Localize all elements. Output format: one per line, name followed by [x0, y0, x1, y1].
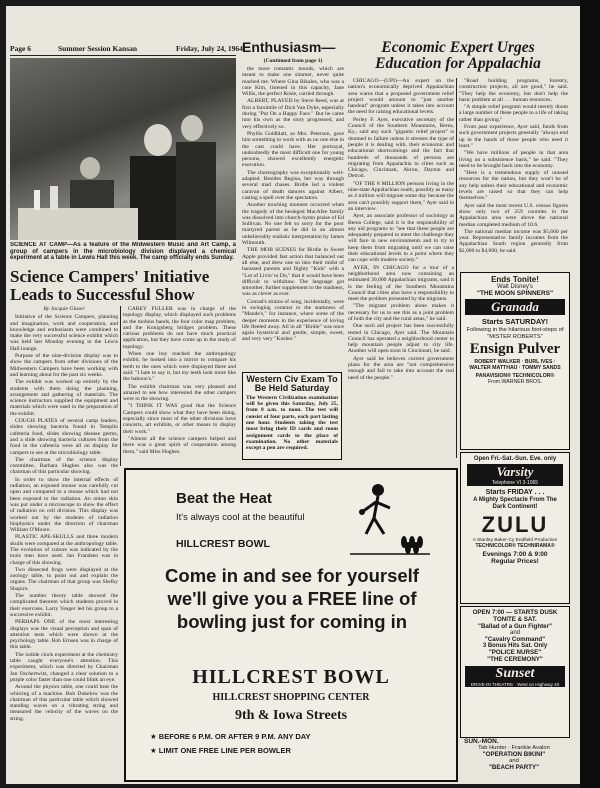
varsity-starts: Starts FRIDAY . . .	[485, 489, 545, 496]
byline: By Jacquie Glaser	[43, 306, 85, 312]
varsity-ad	[460, 452, 570, 604]
science-story-col-2	[123, 306, 236, 466]
sunmon-days: SUN.-MON.	[464, 738, 499, 745]
economic-headline: Economic Expert Urges Education for Appalachia	[375, 39, 541, 73]
economic-paragraph: Ayer said he believes current government plans for the area are "not comprehensive enough and fail to take into account the real need of the people."	[348, 355, 454, 381]
sunset-feature-4: "THE CEREMONY"	[487, 656, 543, 663]
sunmon-feature-1: "OPERATION BIKINI"	[482, 751, 546, 758]
sunset-logo: Sunset	[465, 666, 565, 682]
varsity-blurb: A Mighty Spectacle From The Dark Continent!	[473, 497, 557, 510]
varsity-phone: Telephone VI 3-1065	[467, 480, 563, 486]
economic-paragraph: The national median income was $5,660 per year. Representative family incomes from the Appalachian South region generally from $2,000 to $4,000, he said.	[459, 228, 568, 254]
enthusiasm-story	[242, 66, 344, 368]
hillcrest-name: HILLCREST BOWL	[192, 666, 390, 688]
economic-paragraph: CHICAGO—(UPI)—An expert on the nation's economically deprived Appalachian area warns that a proposed government relief project would amount to "just another handout" program unless it takes into account the need for raising educational levels.	[348, 78, 454, 116]
science-paragraph: The exhibit chairman was very pleased and amazed to see how interested the other campers were in the showing.	[123, 383, 236, 403]
varsity-feature: ZULU	[481, 512, 549, 537]
science-paragraph: The iodide clock experiment at the chemistry table caught everyone's attention. This experiment, which was directed by Chairman Jan Oschertwitz, changed a clear solution to a purple color faster than one could blink an eye.	[10, 651, 118, 683]
sunset-tonite: TONITE & SAT.	[493, 616, 537, 623]
sunset-ad	[460, 606, 570, 738]
science-paragraph: The number theory table showed the complicated theorem which students proved in their exercises. Larry Yeager led his group to a successive exhibit.	[10, 593, 118, 618]
sunmon-cast: Tab Hunter · Frankie Avalon	[478, 745, 550, 751]
science-paragraph: CAREY FULLER was in charge of the topology display, which displayed such problems as the mobius bands, the four color map problem, and the Konigsberg bridges problem. These curious problems do not have much practical application, but they have come up in the study of topology.	[123, 306, 236, 350]
sunset-feature-3: "POLICE NURSE"	[488, 649, 542, 656]
issue-date: Friday, July 24, 1964	[176, 44, 243, 53]
science-paragraph: The exhibit was worked up entirely by the students with them doing the planning, arrangement and gathering of materials. The science instructors supplied the equipment and materials which were used in the preparation of the exhibit.	[10, 379, 118, 417]
newspaper-page	[6, 6, 580, 784]
science-paragraph: COUGH PLATES of several camp leaders, slides showing bacteria found in Templin cafeteria food, slides showing disease germs, and a slide showing bacteria cultures from the food in the cafeteria were all on display for campers to see at the microbiology table.	[10, 418, 118, 456]
sunset-bonus: 3 Bonus Hits Sat. Only	[482, 643, 548, 649]
science-camp-photo	[10, 58, 236, 240]
economic-paragraph: Perley F. Ayer, executive secretary of the Council of the Southern Mountains, Berea, Ky., said any such "gigantic relief project" is doomed to failure unless it stresses the type of people it is dealing with, their economic and educational shortcomings and the fact that hundreds of thousands of persons are migrating from Appalachia to cities such as Chicago, Cincinnati, Akron, Dayton and Detroit.	[348, 116, 454, 180]
economic-paragraph: "The migrant problem alone makes it necessary for us to see this as a joint problem of both the city and the rural areas," he said.	[348, 303, 454, 322]
photo-caption-text: —As a feature of the Midwestern Music and Art Camp, a group of campers in the microbiology division displayed a chemical experiment at a table in Lewis Hall this week. The camp officially ends Sunday.	[10, 242, 236, 262]
varsity-credit: A Stanley Baker-Cy Endfield Production	[472, 538, 558, 543]
sunmon-and: and	[509, 758, 519, 764]
varsity-days: Open Fri.-Sat.-Sun. Eve. only	[473, 456, 557, 462]
hillcrest-cool: It's always cool at the beautiful	[176, 512, 305, 523]
economic-paragraph: Ayer said the most recent U.S. census figures show only two of 259 counties in the Appalachian area were above the national median completed medium of 10.6.	[459, 202, 568, 228]
granada-logo: Granada	[465, 299, 565, 315]
hillcrest-name-top: HILLCREST BOWL	[176, 538, 270, 550]
science-paragraph: PLASTIC APE-SKULLS and three modern skulls were compared at the anthropology table. The evolution of culture was indicated by the tools men have used. Jan Frandsen was in charge of this showing.	[10, 534, 118, 566]
enthusiasm-paragraph: ALBERT, PLAYED by Steve Reed, was at first a facsimile of Dick Van Dyke, especially during "Put On a Happy Face." But he came into his own as the story progressed, and very effectively so.	[242, 98, 344, 130]
sunmon-feature-2: "BEACH PARTY"	[488, 764, 540, 771]
hillcrest-rule-1: ★ BEFORE 6 P.M. OR AFTER 9 P.M. ANY DAY	[150, 732, 311, 741]
column-rule	[456, 78, 457, 458]
paper-name: Summer Session Kansan	[58, 44, 138, 53]
continued-note: (Continued from page 1)	[263, 58, 323, 64]
hillcrest-bowl-ad	[124, 468, 458, 782]
hillcrest-address: 9th & Iowa Streets	[234, 708, 348, 723]
granada-ends: Ends Tonite!	[491, 275, 539, 284]
sunset-location: DRIVE-IN THEATRE · West on Highway 40	[465, 682, 565, 687]
economic-paragraph: From past experience, Ayer said, funds from such government projects generally "always end up in the hands of those people who need it least."	[459, 124, 568, 149]
economic-col-2	[459, 78, 568, 270]
page-edge-shadow	[580, 0, 600, 788]
varsity-format: TECHNICOLOR® TECHNIRAMA®	[475, 543, 555, 549]
photo-caption-lead: SCIENCE AT CAMP	[10, 242, 67, 248]
exam-notice-box	[242, 372, 342, 460]
granada-footer: From WARNER BROS.	[488, 379, 542, 385]
science-paragraph: Purpose of the nine-division display was to show the campers from other divisions of the Midwestern Campers have been working with and learning about for the past six weeks.	[10, 353, 118, 378]
varsity-times: Evenings 7:00 & 9:00	[482, 551, 548, 558]
granada-ad	[460, 272, 570, 450]
exam-headline: Western Civ Exam To Be Held Saturday	[246, 374, 338, 394]
varsity-logo: Varsity	[467, 464, 563, 480]
exam-text: The Western Civilization examination will be given this Saturday, July 25, from 8 a.m. to noon. The test will consist of four parts, each part lasting one hour. Students taking the test must bring their ID cards and room assignment cards to the place of examination. No other materials except a pen are required.	[246, 394, 338, 452]
photo-caption	[10, 242, 236, 262]
economic-paragraph: "We have millions of people in that area living on a subsistence basis," he said. "They need to be brought back into the economy.	[459, 150, 568, 169]
economic-paragraph: "A simple relief program would merely doom a large number of these people to a life of taking rather than giving."	[459, 104, 568, 123]
granada-studio: Walt Disney's	[497, 284, 533, 290]
granada-feature: Ensign Pulver	[469, 341, 561, 357]
economic-paragraph: "Here is a tremendous supply of unused resources for the nation, but they won't be of any help unless their educational and economic levels are raised so that they can help themselves."	[459, 170, 568, 202]
sunset-feature-2: "Cavalry Command"	[484, 636, 546, 643]
enthusiasm-paragraph: the more romantic moods, which are meant to make one simmer, never quite reached me. Where Gina Bikales, who was a cute Kim, listened in this capacity, Jane Willis, the perfect Rosie, carried through.	[242, 66, 344, 98]
science-paragraph: Two dissected frogs were displayed at the zoology table, to point out and explain the organs. The chairman of that group was Shelby Shapiro.	[10, 566, 118, 592]
science-headline: Science Campers' Initiative Leads to Successful Show	[10, 267, 210, 304]
masthead-rule	[10, 55, 236, 56]
enthusiasm-paragraph: Conrad's strains of song, incidentally, were in swinging contrast to the starkness of "Maude's," for instance, where some of the deeper moments in the experience of loving life fleeted away. All in all "Birdie" was once again hysterical and gentle, simple, sweet, and very very "Kosher."	[242, 298, 344, 343]
column-rule	[120, 306, 121, 466]
economic-paragraph: Ayer, an associate professor of sociology at Berea College, said it is the responsibility of any aid programs to "see that these people are adequately prepared to meet the challenge they will face in new environments and to try to keep them from migrating until we can raise their educational levels to a point where they can cope with modern society."	[348, 213, 454, 264]
hillcrest-beat-heat: Beat the Heat	[176, 490, 272, 507]
economic-paragraph: "Road building programs, forestry, construction projects, all are good," he said. "They help the economy, but don't help the basic problem at all . . . human resources.	[459, 78, 568, 103]
granada-moon-spinners: "THE MOON SPINNERS"	[476, 290, 554, 297]
science-paragraph: When one boy reached the anthropology exhibit, he looked into a mirror to compare his teeth to the ones which were displayed there and said: "I hate to say it, but my teeth look more like the baboon's."	[123, 351, 236, 383]
hillcrest-offer: Come in and see for yourself we'll give you a FREE line of bowling just for coming in	[165, 565, 419, 632]
bowler-illustration-icon	[344, 478, 434, 558]
granada-blurb: Following in the hilarious foot-steps of "MISTER ROBERTS"	[466, 327, 564, 340]
science-paragraph: Around the physics table, one could hear the whirring of a machine. Bob Dukelow was the chairman of this particular table which showed standing waves on a vibrating string and measured the velocity of the waves on the string.	[10, 684, 118, 722]
sunset-and: and	[509, 630, 520, 636]
sun-mon-ad	[460, 738, 568, 771]
sunset-open: OPEN 7:00 — STARTS DUSK	[472, 609, 558, 616]
enthusiasm-paragraph: The choreography was exceptionally well-adapted. Besides Regina, her way through several mad chases. Birdie led a violent caravan of death dancers against Albert, casting a spell over the spectators.	[242, 169, 344, 201]
page-number: Page 6	[10, 44, 32, 53]
economic-col-1	[348, 78, 454, 458]
science-paragraph: Initiative of the Science Campers, planning and imagination, work and cooperation, and knowledge and enthusiasm were combined to make the very successful science exhibit which was held last Monday evening in the Lewis Hall lounge.	[10, 314, 118, 352]
science-paragraph: In order to show the internal effects of radiation, an exposed mouse was carefully cut open and compared to a mouse which had not been exposed to the radiation. An onion skin was put under a microscope to show the effect of radiation on cell division. This display was worked out by the students of radiation biophysics under the direction of chairman William O'Moore.	[10, 476, 118, 534]
varsity-prices: Regular Prices!	[491, 558, 539, 565]
enthusiasm-headline: Enthusiasm—	[242, 39, 336, 55]
science-story-col-1	[10, 306, 118, 784]
economic-paragraph: AYER, IN CHICAGO for a tour of a neighborhood area now containing an estimated 30,000 Appalachian migrants, said it is the feeling of the Southern Mountains Council that cities also have a responsibility to meet the problem presented by the migrants.	[348, 264, 454, 303]
science-paragraph: PERHAPS ONE of the most interesting displays was the visual perception and span of attention tests which were shown at the psychology table. Bob Ernsen was in charge of this table.	[10, 619, 118, 651]
enthusiasm-paragraph: Another touching moment occurred when the tragedy of the besieged MacAfee family was dissolved into church-hymn praise of Ed Sullivan. No one felt so sorry for the poor martyred parent as he did in an almost unbelievably realistic interpretation by James Wilmouth.	[242, 202, 344, 247]
sunset-feature-1: "Ballad of a Gun Fighter"	[478, 623, 552, 630]
economic-paragraph: One such aid project has been successfully tested in Chicago, Ayer said. The Mountain Council has operated a neighborhood center to help mountain people adjust to city life. Another will open soon in Cincinnati, he said.	[348, 323, 454, 355]
granada-starts: Starts SATURDAY!	[481, 317, 549, 326]
science-paragraph: "Almost all the science campers helped and there was a great spirit of cooperation among them," said Miss Hughes.	[123, 435, 236, 455]
hillcrest-rule-2: ★ LIMIT ONE FREE LINE PER BOWLER	[150, 746, 291, 755]
granada-format: PANAVISION® TECHNICOLOR®	[475, 373, 555, 379]
science-paragraph: "I THINK IT WAS good that the Science Campers could show what they have been doing, especially since most of the other divisions have concerts, art exhibits, or other means to display their work."	[123, 403, 236, 435]
hillcrest-center: HILLCREST SHOPPING CENTER	[212, 692, 370, 703]
granada-cast: ROBERT WALKER · BURL IVES · WALTER MATTHAU · TOMMY SANDS	[469, 359, 561, 371]
enthusiasm-paragraph: THE MOB SCENES for Birdie in Sweet Apple provided fast action that balanced out all else, and drew one so into their midst of harassed parents and flighty "Kids" with a "Lot of Livin' to Do," that it would have been difficult to withdraw. The language got smoother, further supplement to the madness, was as clever as ever.	[242, 247, 344, 298]
photo-figures	[10, 58, 236, 240]
science-paragraph: The chairman of the science display committee, Barbara Hughes also was the chairman of this particular showing.	[10, 456, 118, 476]
enthusiasm-paragraph: Phyllis Goldblatt, as Mrs. Peterson, gave him something to work with as no one else in the cast could have. Her portrayal, undoubtedly the most difficult one for young persons, showed excellently energetic execution.	[242, 130, 344, 169]
economic-paragraph: "OF THE 8 MILLION persons living in the nine-state Appalachian south, possibly as many as 4 million will migrate some day because the area can't possibly support them," Ayer said in an interview.	[348, 180, 454, 212]
